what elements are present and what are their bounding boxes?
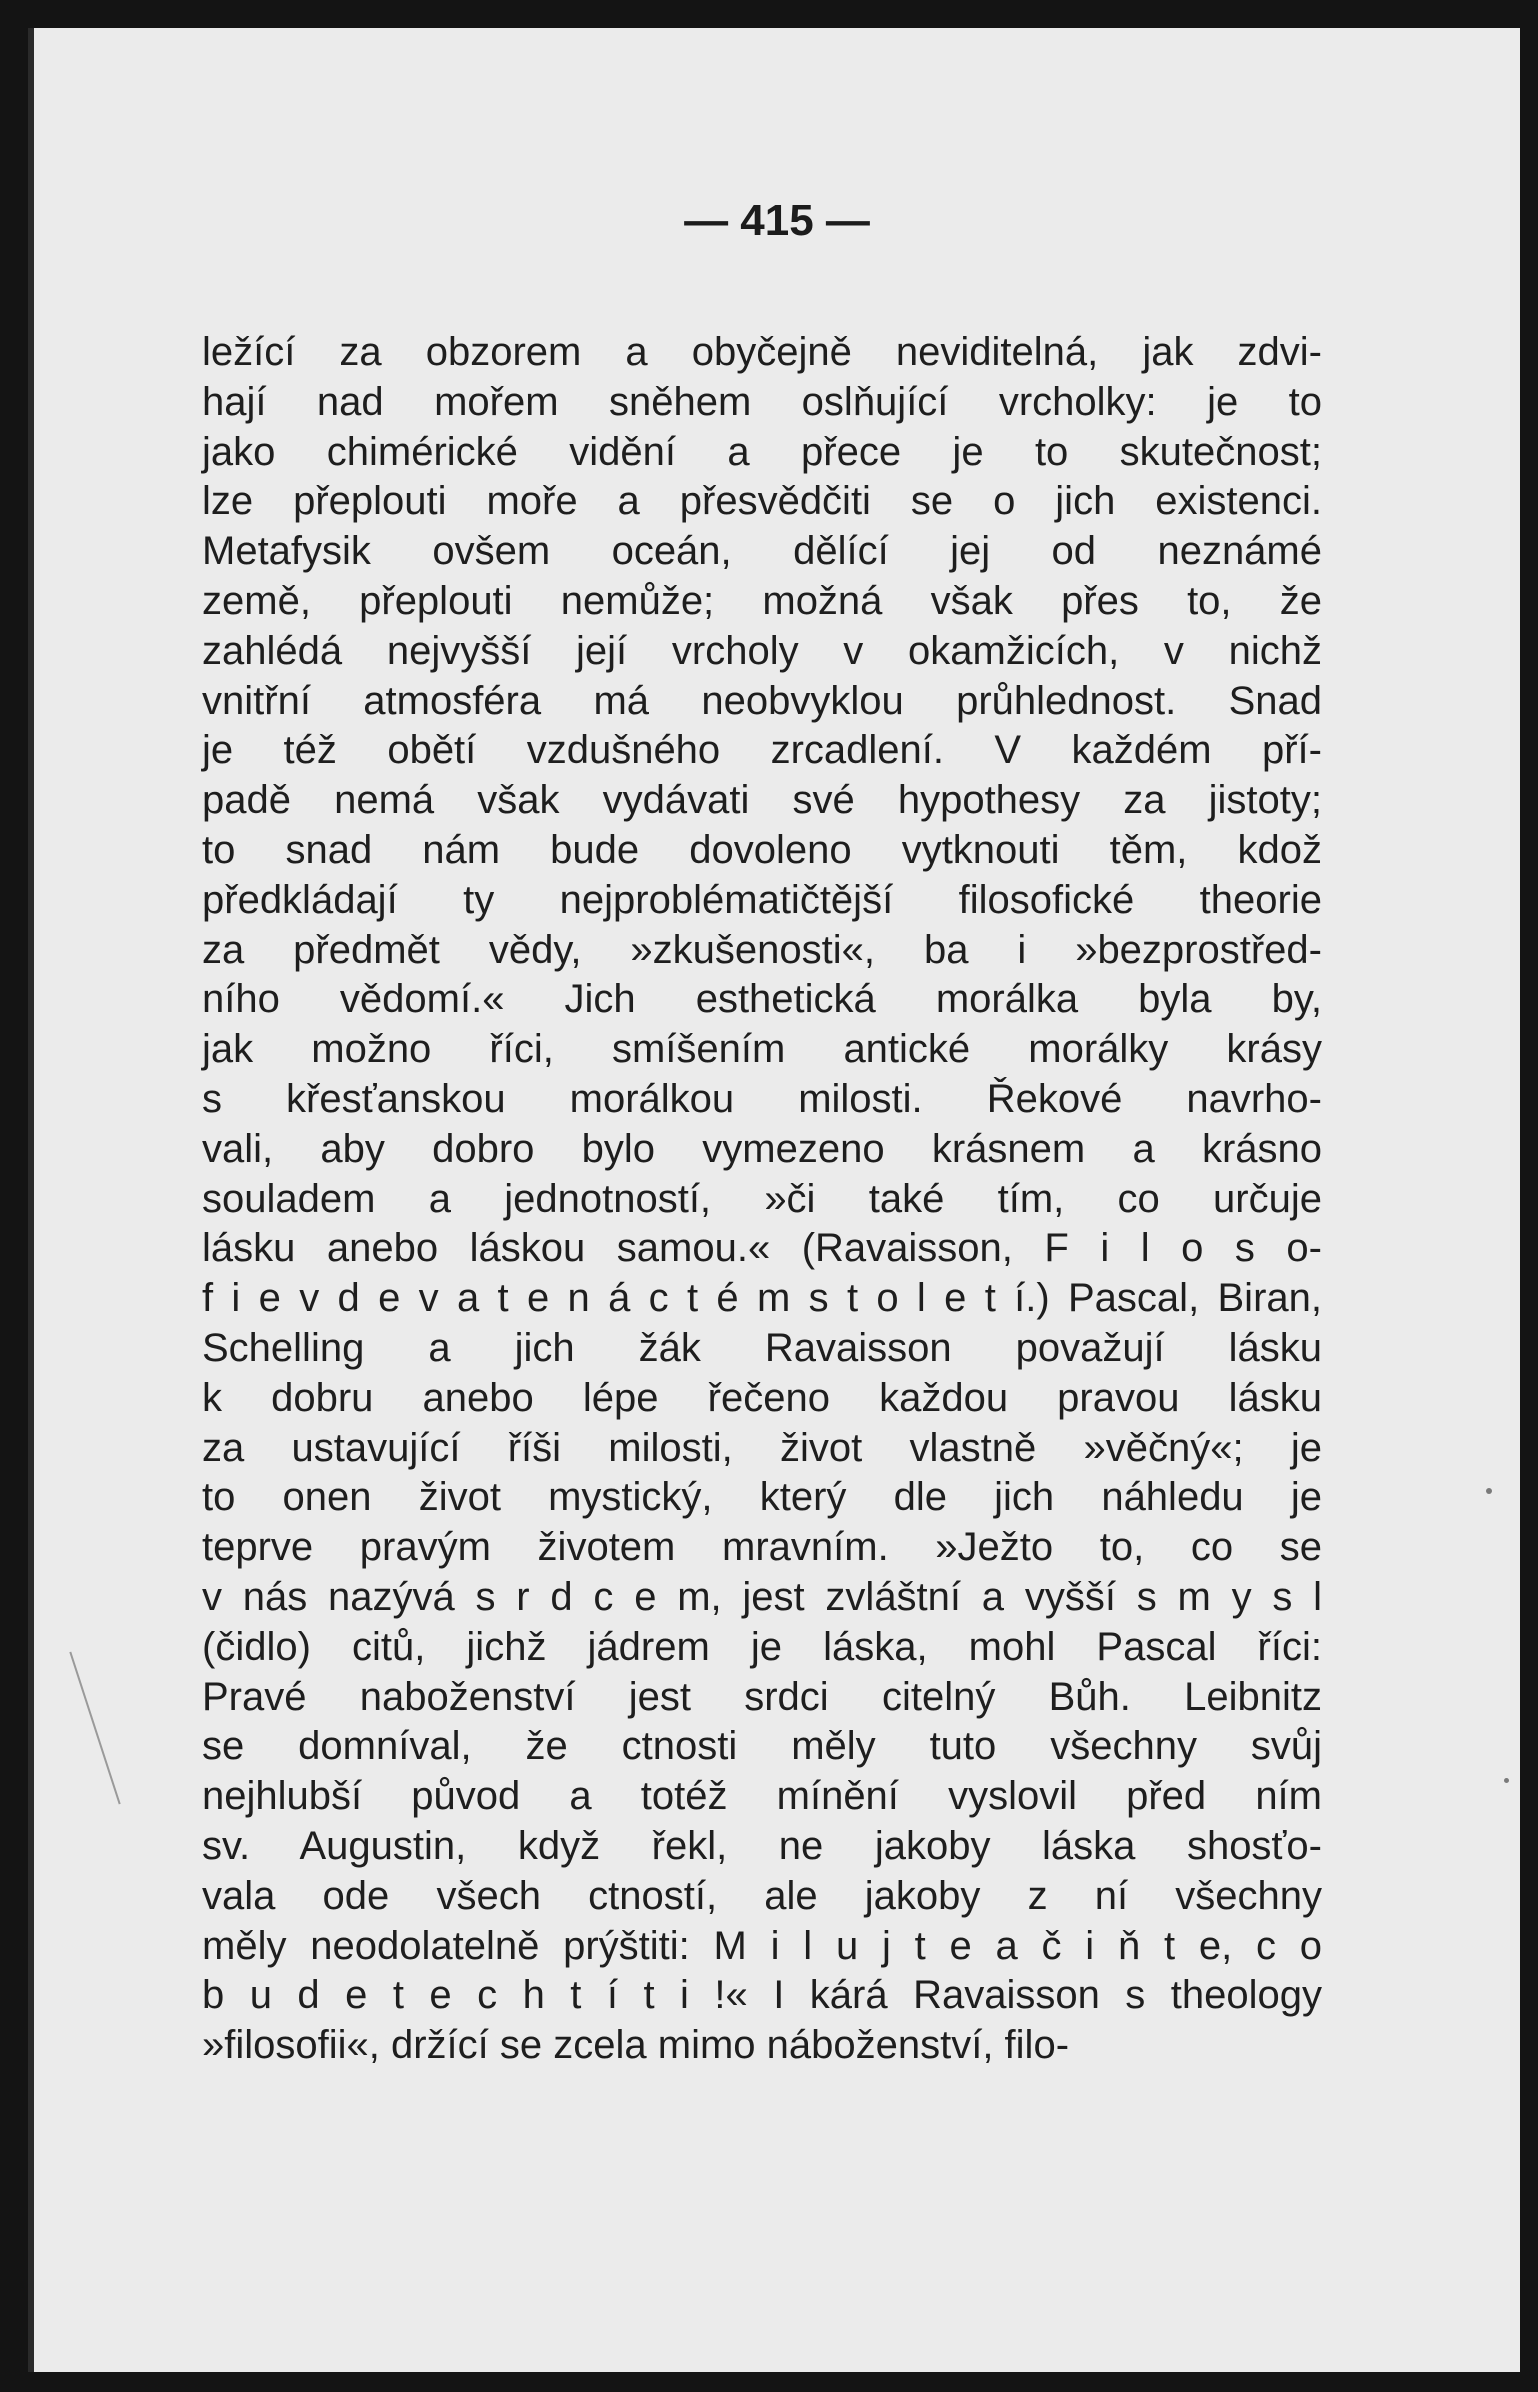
page-speck — [1486, 1488, 1492, 1494]
text-line: f i e v d e v a t e n á c t é m s t o l e t í.) Pascal, Biran, — [202, 1276, 1322, 1321]
text-line: za ustavující říši milosti, život vlastně »věčný«; je — [202, 1425, 1322, 1470]
text-line: vala ode všech ctností, ale jakoby z ní všechny — [202, 1873, 1322, 1918]
text-line: nejhlubší původ a totéž mínění vyslovil před ním — [202, 1774, 1322, 1819]
page-speck — [1504, 1778, 1509, 1783]
text-line: Metafysik ovšem oceán, dělící jej od neznámé — [202, 529, 1322, 574]
text-line: to snad nám bude dovoleno vytknouti těm, kdož — [202, 827, 1322, 872]
text-line: b u d e t e c h t í t i !« I kárá Ravaisson s theology — [202, 1973, 1322, 2018]
text-line: se domníval, že ctnosti měly tuto všechny svůj — [202, 1724, 1322, 1769]
text-line: země, přeplouti nemůže; možná však přes to, že — [202, 578, 1322, 623]
text-line: vnitřní atmosféra má neobvyklou průhlednost. Snad — [202, 678, 1322, 723]
text-line: padě nemá však vydávati své hypothesy za jistoty; — [202, 778, 1322, 823]
text-line: Schelling a jich žák Ravaisson považují lásku — [202, 1325, 1322, 1370]
book-page — [28, 28, 1520, 2372]
text-line: to onen život mystický, který dle jich náhledu je — [202, 1475, 1322, 1520]
text-line: měly neodolatelně prýštiti: M i l u j t e a č i ň t e, c o — [202, 1923, 1322, 1968]
text-line: lásku anebo láskou samou.« (Ravaisson, F i l o s o- — [202, 1226, 1322, 1271]
text-line: jako chimérické vidění a přece je to skutečnost; — [202, 429, 1322, 474]
text-line: (čidlo) citů, jichž jádrem je láska, mohl Pascal říci: — [202, 1624, 1322, 1669]
body-text — [202, 328, 1322, 2071]
text-line: za předmět vědy, »zkušenosti«, ba i »bezprostřed- — [202, 927, 1322, 972]
text-line: souladem a jednotností, »či také tím, co určuje — [202, 1176, 1322, 1221]
text-line: ního vědomí.« Jich esthetická morálka byla by, — [202, 977, 1322, 1022]
text-line: hají nad mořem sněhem oslňující vrcholky: je to — [202, 379, 1322, 424]
text-line: sv. Augustin, když řekl, ne jakoby láska shosťo- — [202, 1823, 1322, 1868]
text-line: vali, aby dobro bylo vymezeno krásnem a krásno — [202, 1126, 1322, 1171]
text-line: k dobru anebo lépe řečeno každou pravou lásku — [202, 1375, 1322, 1420]
text-line: Pravé naboženství jest srdci citelný Bůh. Leibnitz — [202, 1674, 1322, 1719]
text-line: jak možno říci, smíšením antické morálky krásy — [202, 1027, 1322, 1072]
text-line: ležící za obzorem a obyčejně neviditelná, jak zdvi- — [202, 330, 1322, 374]
text-line: zahlédá nejvyšší její vrcholy v okamžicích, v nichž — [202, 628, 1322, 673]
text-line: »filosofii«, držící se zcela mimo náboženství, filo- — [202, 2023, 1070, 2068]
text-line: lze přeplouti moře a přesvědčiti se o jich existenci. — [202, 479, 1322, 524]
text-line: s křesťanskou morálkou milosti. Řekové navrho- — [202, 1076, 1322, 1121]
text-line: je též obětí vzdušného zrcadlení. V každém pří- — [202, 728, 1322, 773]
text-line: teprve pravým životem mravním. »Ježto to, co se — [202, 1525, 1322, 1570]
text-line: předkládají ty nejproblématičtější filosofické theorie — [202, 877, 1322, 922]
text-line: v nás nazývá s r d c e m, jest zvláštní a vyšší s m y s l — [202, 1574, 1322, 1619]
page-scratch — [69, 1652, 120, 1805]
page-number: — 415 — — [684, 196, 870, 245]
